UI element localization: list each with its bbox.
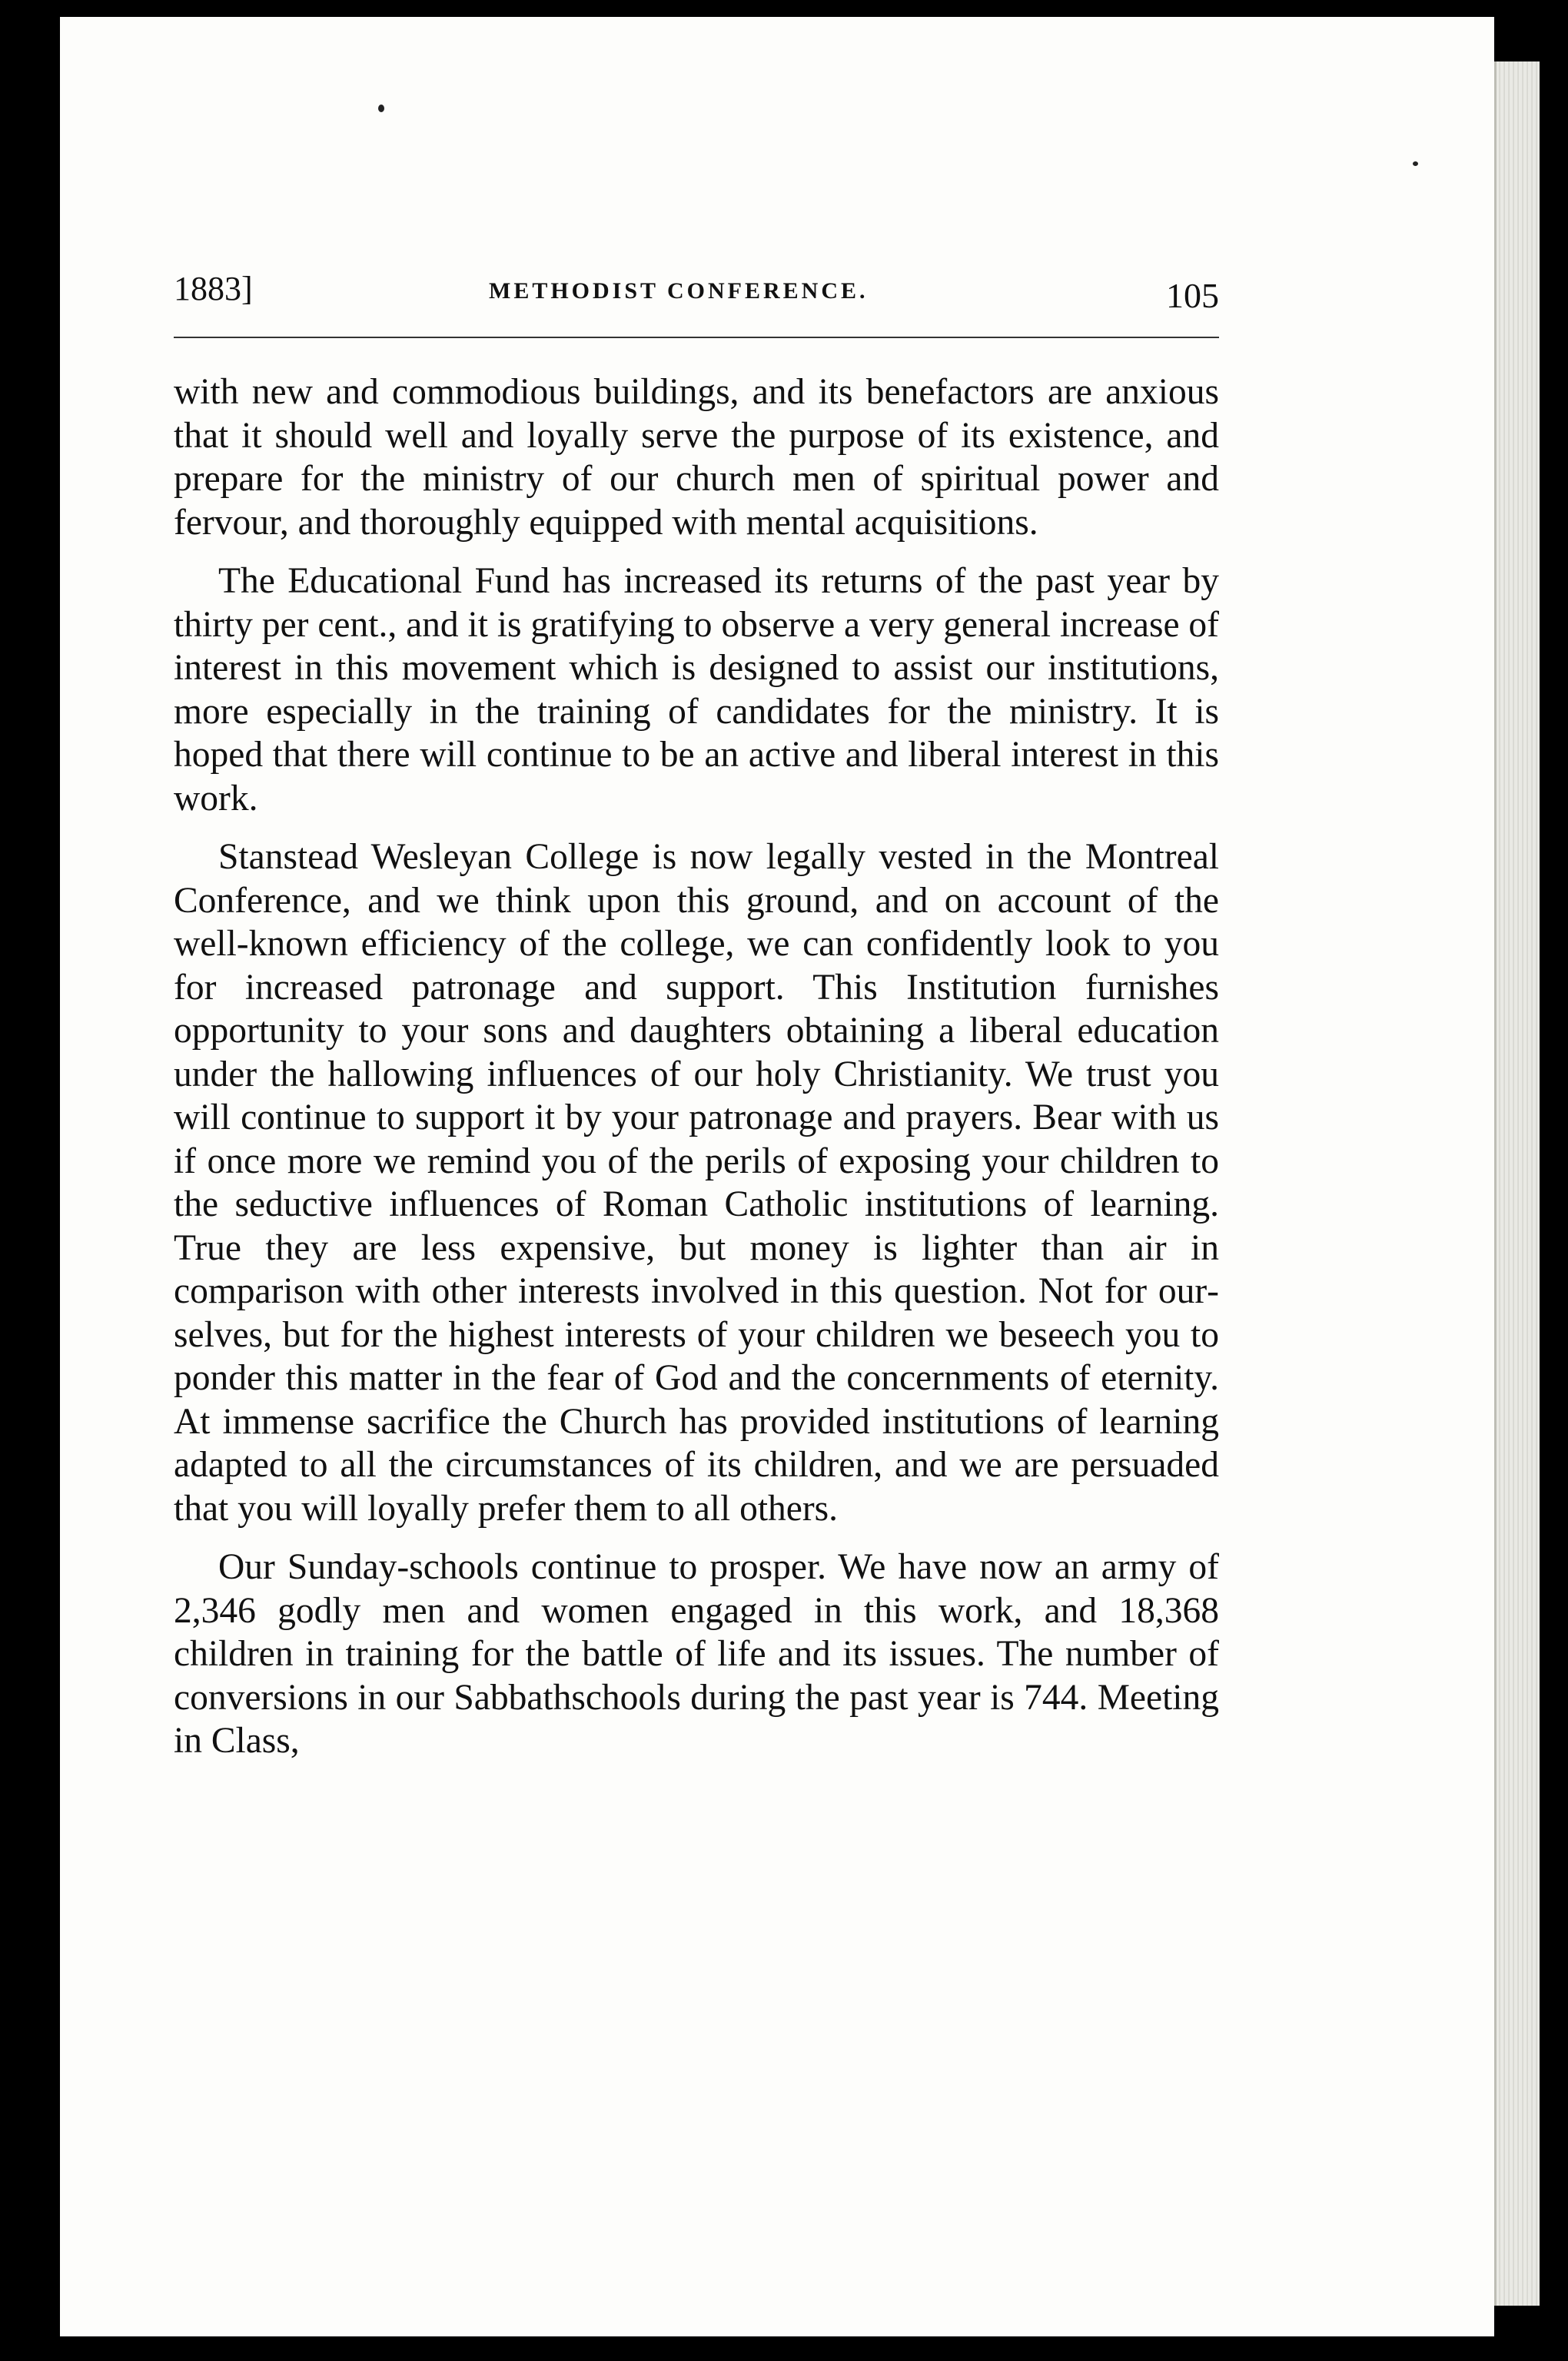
header-rule [174,337,1219,338]
running-header [174,269,1219,338]
speck-mark [1413,161,1418,166]
speck-mark [378,105,384,112]
body-text [174,370,1219,1778]
paragraph: Our Sunday-schools continue to prosper. We have now an army of 2,346 godly men and women engaged in this work, and 18,368 children in training for the battle of life and its issues. The number of conversions in our Sabbathschools during the past year is 744. Meeting in Class, [174,1547,1219,1761]
page-number: 105 [1166,276,1219,315]
header-title: METHODIST CONFERENCE. [489,278,869,304]
paragraph: with new and commodious buildings, and its benefactors are anxious that it should well and loyally serve the purpose of its existence, and prepare for the ministry of our church men of spiritual power and fervour, and thoroughly equipped with mental acquisitions. [174,372,1219,543]
header-year: 1883] [174,270,253,307]
paragraph: The Educational Fund has increased its returns of the past year by thirty per cent., and it is gratifying to observe a very general increase of interest in this movement which is designed to assist our institutions, more especially in the training of candidates for the ministry. It is hoped that there will continue to be an active and liberal interest in this work. [174,561,1219,819]
paragraph: Stanstead Wesleyan College is now legally vested in the Montreal Conference, and we think upon this ground, and on account of the well-known efficiency of the college, we can confidently look to you for increased patronage and support. This Institution furnishes opportunity to your sons and daughters obtaining a liberal education under the hallowing influences of our holy Christianity. We trust you will continue to support it by your patronage and prayers. Bear with us if once more we remind you of the perils of exposing your children to the seductive influences of Roman Catholic institutions of learning. True they are less expensive, but money is lighter than air in comparison with other interests involved in this question. Not for ourselves, but for the highest interests of your children we beseech you to ponder this matter in the fear of God and the concernments of eternity. At immense sacrifice the Church has provided institutions of learning adapted to all the circumstances of its children, and we are persuaded that you will loyally prefer them to all others. [174,837,1219,1529]
page-edge [1494,61,1540,2306]
